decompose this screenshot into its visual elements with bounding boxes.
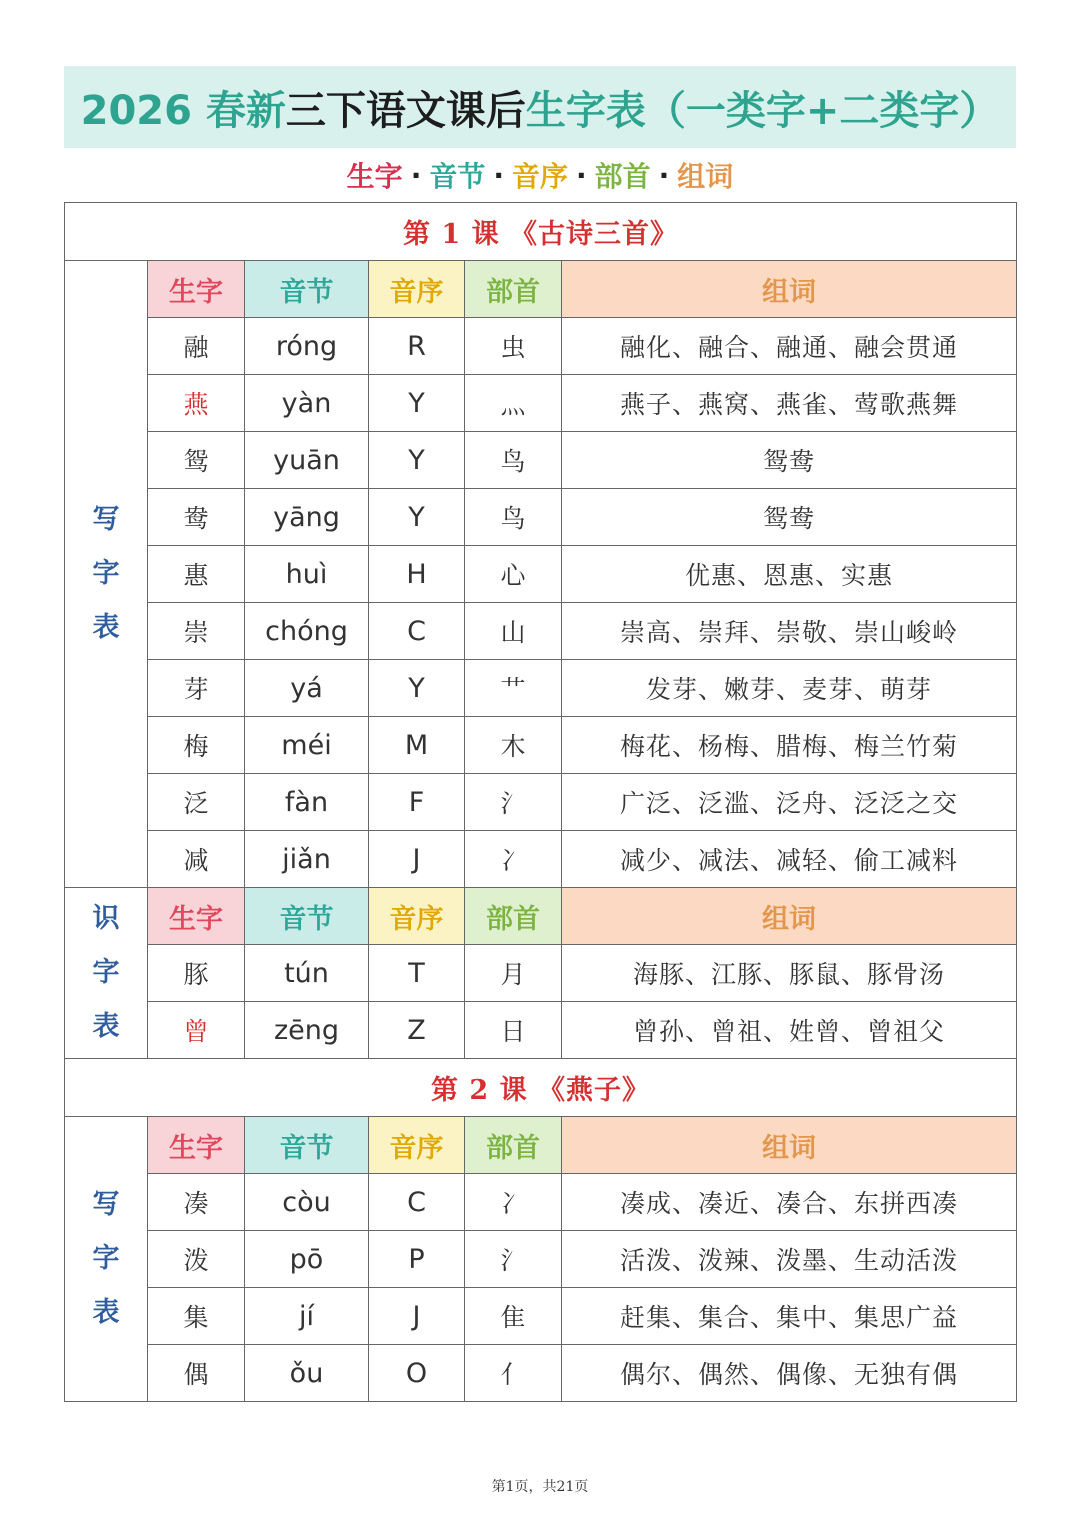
words-cell: 发芽、嫩芽、麦芽、萌芽 [562, 660, 1017, 717]
radical-cell: 隹 [465, 1288, 562, 1345]
char-cell: 减 [148, 831, 245, 888]
section-label-char: 字 [92, 1243, 120, 1274]
lesson-title-row [65, 203, 1017, 261]
char-cell: 集 [148, 1288, 245, 1345]
words-cell: 减少、减法、减轻、偷工减料 [562, 831, 1017, 888]
pinyin-cell: róng [245, 318, 369, 375]
pinyin-cell: yāng [245, 489, 369, 546]
page-title [64, 66, 1016, 148]
char-cell: 燕 [148, 375, 245, 432]
section-label [65, 261, 148, 888]
header-words: 组词 [562, 1117, 1017, 1174]
subtitle-legend [0, 152, 1080, 198]
section-label-char: 表 [92, 1011, 120, 1042]
header-radical: 部首 [465, 888, 562, 945]
column-header-row [65, 261, 1017, 318]
section-label-char: 识 [92, 903, 120, 934]
subtitle-separator: · [658, 158, 670, 192]
subtitle-item: 音节 [429, 160, 486, 193]
column-header-row [65, 888, 1017, 945]
table-row [65, 432, 1017, 489]
order-cell: M [369, 717, 465, 774]
radical-cell: 鸟 [465, 432, 562, 489]
pinyin-cell: yuān [245, 432, 369, 489]
table-row [65, 1288, 1017, 1345]
table-row [65, 489, 1017, 546]
pinyin-cell: tún [245, 945, 369, 1002]
pinyin-cell: huì [245, 546, 369, 603]
char-cell: 鸯 [148, 489, 245, 546]
words-cell: 海豚、江豚、豚鼠、豚骨汤 [562, 945, 1017, 1002]
radical-cell: 鸟 [465, 489, 562, 546]
section-label-char: 字 [92, 957, 120, 988]
section-label [65, 1117, 148, 1402]
pinyin-cell: jí [245, 1288, 369, 1345]
pinyin-cell: méi [245, 717, 369, 774]
section-label-char: 表 [92, 612, 120, 643]
char-cell: 崇 [148, 603, 245, 660]
title-part-3: 生字表（一类字+二类字） [525, 87, 1000, 134]
page-footer: 第1页，共21页 [491, 1479, 589, 1495]
radical-cell: 氵 [465, 1231, 562, 1288]
words-cell: 活泼、泼辣、泼墨、生动活泼 [562, 1231, 1017, 1288]
header-radical: 部首 [465, 1117, 562, 1174]
order-cell: H [369, 546, 465, 603]
order-cell: Y [369, 432, 465, 489]
order-cell: F [369, 774, 465, 831]
char-cell: 凑 [148, 1174, 245, 1231]
pinyin-cell: fàn [245, 774, 369, 831]
subtitle-item: 部首 [594, 160, 651, 193]
pinyin-cell: zēng [245, 1002, 369, 1059]
table-row [65, 1231, 1017, 1288]
order-cell: J [369, 831, 465, 888]
order-cell: Z [369, 1002, 465, 1059]
words-cell: 鸳鸯 [562, 489, 1017, 546]
table-row [65, 546, 1017, 603]
radical-cell: 山 [465, 603, 562, 660]
radical-cell: 亻 [465, 1345, 562, 1402]
order-cell: R [369, 318, 465, 375]
words-cell: 偶尔、偶然、偶像、无独有偶 [562, 1345, 1017, 1402]
table-row [65, 945, 1017, 1002]
order-cell: J [369, 1288, 465, 1345]
order-cell: T [369, 945, 465, 1002]
words-cell: 广泛、泛滥、泛舟、泛泛之交 [562, 774, 1017, 831]
lesson-title: 第 2 课 《燕子》 [65, 1059, 1017, 1117]
subtitle-separator: · [410, 158, 422, 192]
words-cell: 曾孙、曾祖、姓曾、曾祖父 [562, 1002, 1017, 1059]
char-cell: 惠 [148, 546, 245, 603]
section-label-char: 写 [92, 1189, 120, 1220]
header-char: 生字 [148, 261, 245, 318]
section-label [65, 888, 148, 1059]
header-order: 音序 [369, 888, 465, 945]
lesson-title: 第 1 课 《古诗三首》 [65, 203, 1017, 261]
table-row [65, 1002, 1017, 1059]
section-label-char: 表 [92, 1297, 120, 1328]
char-cell: 芽 [148, 660, 245, 717]
char-cell: 曾 [148, 1002, 245, 1059]
pinyin-cell: pō [245, 1231, 369, 1288]
title-part-2: 三下语文课后 [285, 87, 526, 134]
lesson-title-row [65, 1059, 1017, 1117]
pinyin-cell: yàn [245, 375, 369, 432]
char-cell: 偶 [148, 1345, 245, 1402]
char-cell: 融 [148, 318, 245, 375]
radical-cell: 艹 [465, 660, 562, 717]
subtitle-item: 组词 [677, 160, 734, 193]
words-cell: 梅花、杨梅、腊梅、梅兰竹菊 [562, 717, 1017, 774]
radical-cell: 冫 [465, 1174, 562, 1231]
header-char: 生字 [148, 1117, 245, 1174]
header-pinyin: 音节 [245, 888, 369, 945]
header-order: 音序 [369, 1117, 465, 1174]
radical-cell: 心 [465, 546, 562, 603]
radical-cell: 月 [465, 945, 562, 1002]
table-row [65, 831, 1017, 888]
words-cell: 崇高、崇拜、崇敬、崇山峻岭 [562, 603, 1017, 660]
words-cell: 凑成、凑近、凑合、东拼西凑 [562, 1174, 1017, 1231]
words-cell: 鸳鸯 [562, 432, 1017, 489]
header-order: 音序 [369, 261, 465, 318]
order-cell: Y [369, 375, 465, 432]
order-cell: Y [369, 489, 465, 546]
radical-cell: 灬 [465, 375, 562, 432]
radical-cell: 日 [465, 1002, 562, 1059]
header-words: 组词 [562, 261, 1017, 318]
words-cell: 融化、融合、融通、融会贯通 [562, 318, 1017, 375]
radical-cell: 氵 [465, 774, 562, 831]
table-row [65, 717, 1017, 774]
subtitle-separator: · [576, 158, 587, 192]
char-cell: 泛 [148, 774, 245, 831]
order-cell: O [369, 1345, 465, 1402]
pinyin-cell: yá [245, 660, 369, 717]
table-row [65, 375, 1017, 432]
char-cell: 梅 [148, 717, 245, 774]
words-cell: 赶集、集合、集中、集思广益 [562, 1288, 1017, 1345]
words-cell: 燕子、燕窝、燕雀、莺歌燕舞 [562, 375, 1017, 432]
column-header-row [65, 1117, 1017, 1174]
order-cell: P [369, 1231, 465, 1288]
words-cell: 优惠、恩惠、实惠 [562, 546, 1017, 603]
char-cell: 鸳 [148, 432, 245, 489]
section-label-char: 字 [92, 558, 120, 589]
table-row [65, 318, 1017, 375]
pinyin-cell: jiǎn [245, 831, 369, 888]
order-cell: Y [369, 660, 465, 717]
table-row [65, 1174, 1017, 1231]
title-part-1: 2026 春新 [80, 87, 286, 134]
table-row [65, 1345, 1017, 1402]
table-row [65, 660, 1017, 717]
pinyin-cell: chóng [245, 603, 369, 660]
header-char: 生字 [148, 888, 245, 945]
order-cell: C [369, 603, 465, 660]
character-table [64, 202, 1017, 1402]
header-radical: 部首 [465, 261, 562, 318]
table-row [65, 603, 1017, 660]
order-cell: C [369, 1174, 465, 1231]
radical-cell: 虫 [465, 318, 562, 375]
subtitle-separator: · [493, 158, 504, 192]
subtitle-item: 音序 [511, 160, 568, 193]
table-row [65, 774, 1017, 831]
subtitle-item: 生字 [346, 160, 403, 193]
radical-cell: 冫 [465, 831, 562, 888]
char-cell: 豚 [148, 945, 245, 1002]
header-pinyin: 音节 [245, 1117, 369, 1174]
header-words: 组词 [562, 888, 1017, 945]
radical-cell: 木 [465, 717, 562, 774]
section-label-char: 写 [92, 504, 120, 535]
header-pinyin: 音节 [245, 261, 369, 318]
char-cell: 泼 [148, 1231, 245, 1288]
pinyin-cell: ǒu [245, 1345, 369, 1402]
pinyin-cell: còu [245, 1174, 369, 1231]
